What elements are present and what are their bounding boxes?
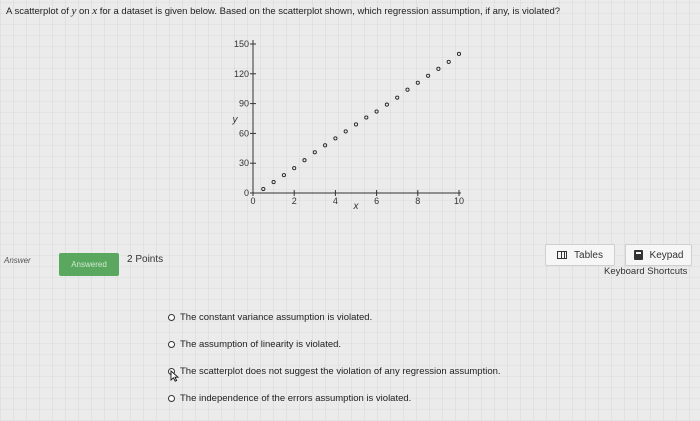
y-tick-label: 60 — [238, 128, 249, 139]
y-tick-label: 150 — [233, 39, 249, 49]
data-point — [375, 110, 378, 113]
question-var-y: y — [71, 5, 77, 17]
option-2-label: The assumption of linearity is violated. — [180, 339, 342, 350]
data-point — [262, 187, 265, 190]
data-point — [313, 151, 316, 154]
option-4[interactable] — [168, 393, 411, 404]
data-point — [293, 167, 296, 170]
option-3-label: The scatterplot does not suggest the violation of any regression assumption. — [180, 366, 501, 377]
x-tick-label: 0 — [250, 196, 256, 206]
data-point — [447, 60, 450, 63]
x-axis-label: x — [353, 201, 359, 212]
question-part3: for a dataset is given below. Based on the scatterplot shown, which regression assumption, if any, is violated? — [97, 6, 561, 17]
answer-label: Answer — [4, 256, 31, 265]
tables-label: Tables — [574, 249, 603, 261]
keyboard-shortcuts-link[interactable]: Keyboard Shortcuts — [604, 266, 688, 277]
y-tick-label: 30 — [238, 158, 249, 169]
x-tick-label: 4 — [332, 196, 338, 206]
radio-button[interactable] — [168, 395, 175, 402]
data-point — [396, 96, 399, 99]
option-3[interactable] — [168, 366, 501, 377]
data-point — [334, 137, 337, 140]
mouse-pointer-icon — [170, 370, 179, 382]
data-point — [303, 159, 306, 162]
keypad-label: Keypad — [649, 249, 684, 261]
option-1[interactable] — [168, 312, 372, 323]
chart-axes — [253, 40, 461, 193]
question-var-x: x — [92, 5, 98, 17]
x-tick-label: 6 — [374, 196, 380, 206]
data-point — [406, 88, 409, 91]
data-point — [272, 180, 275, 183]
option-1-label: The constant variance assumption is violated. — [180, 312, 373, 323]
question-part1: A scatterplot of — [6, 6, 72, 17]
x-tick-label: 8 — [415, 196, 421, 206]
question-part2: on — [76, 6, 93, 17]
option-4-label: The independence of the errors assumption is violated. — [180, 393, 412, 404]
radio-button[interactable] — [168, 341, 175, 348]
y-axis-label: y — [232, 114, 238, 126]
radio-button[interactable] — [168, 314, 175, 321]
chart-ticks — [234, 39, 464, 206]
data-point — [385, 103, 388, 106]
data-point — [365, 116, 368, 119]
chart-points — [262, 52, 461, 190]
keypad-button[interactable] — [625, 244, 692, 266]
points-label: 2 Points — [127, 254, 164, 265]
y-tick-label: 120 — [233, 68, 249, 79]
answered-button[interactable]: Answered — [59, 253, 119, 276]
data-point — [437, 67, 440, 70]
data-point — [427, 74, 430, 77]
data-point — [457, 52, 460, 55]
y-tick-label: 0 — [243, 188, 249, 198]
x-tick-label: 2 — [291, 196, 297, 206]
data-point — [416, 81, 419, 84]
data-point — [354, 123, 357, 126]
y-tick-label: 90 — [238, 98, 249, 109]
option-2[interactable] — [168, 339, 341, 350]
data-point — [344, 130, 347, 133]
data-point — [324, 144, 327, 147]
x-tick-label: 10 — [453, 196, 465, 206]
table-icon — [557, 251, 567, 259]
data-point — [282, 174, 285, 177]
tables-button[interactable] — [545, 244, 615, 266]
calculator-icon — [634, 250, 643, 260]
